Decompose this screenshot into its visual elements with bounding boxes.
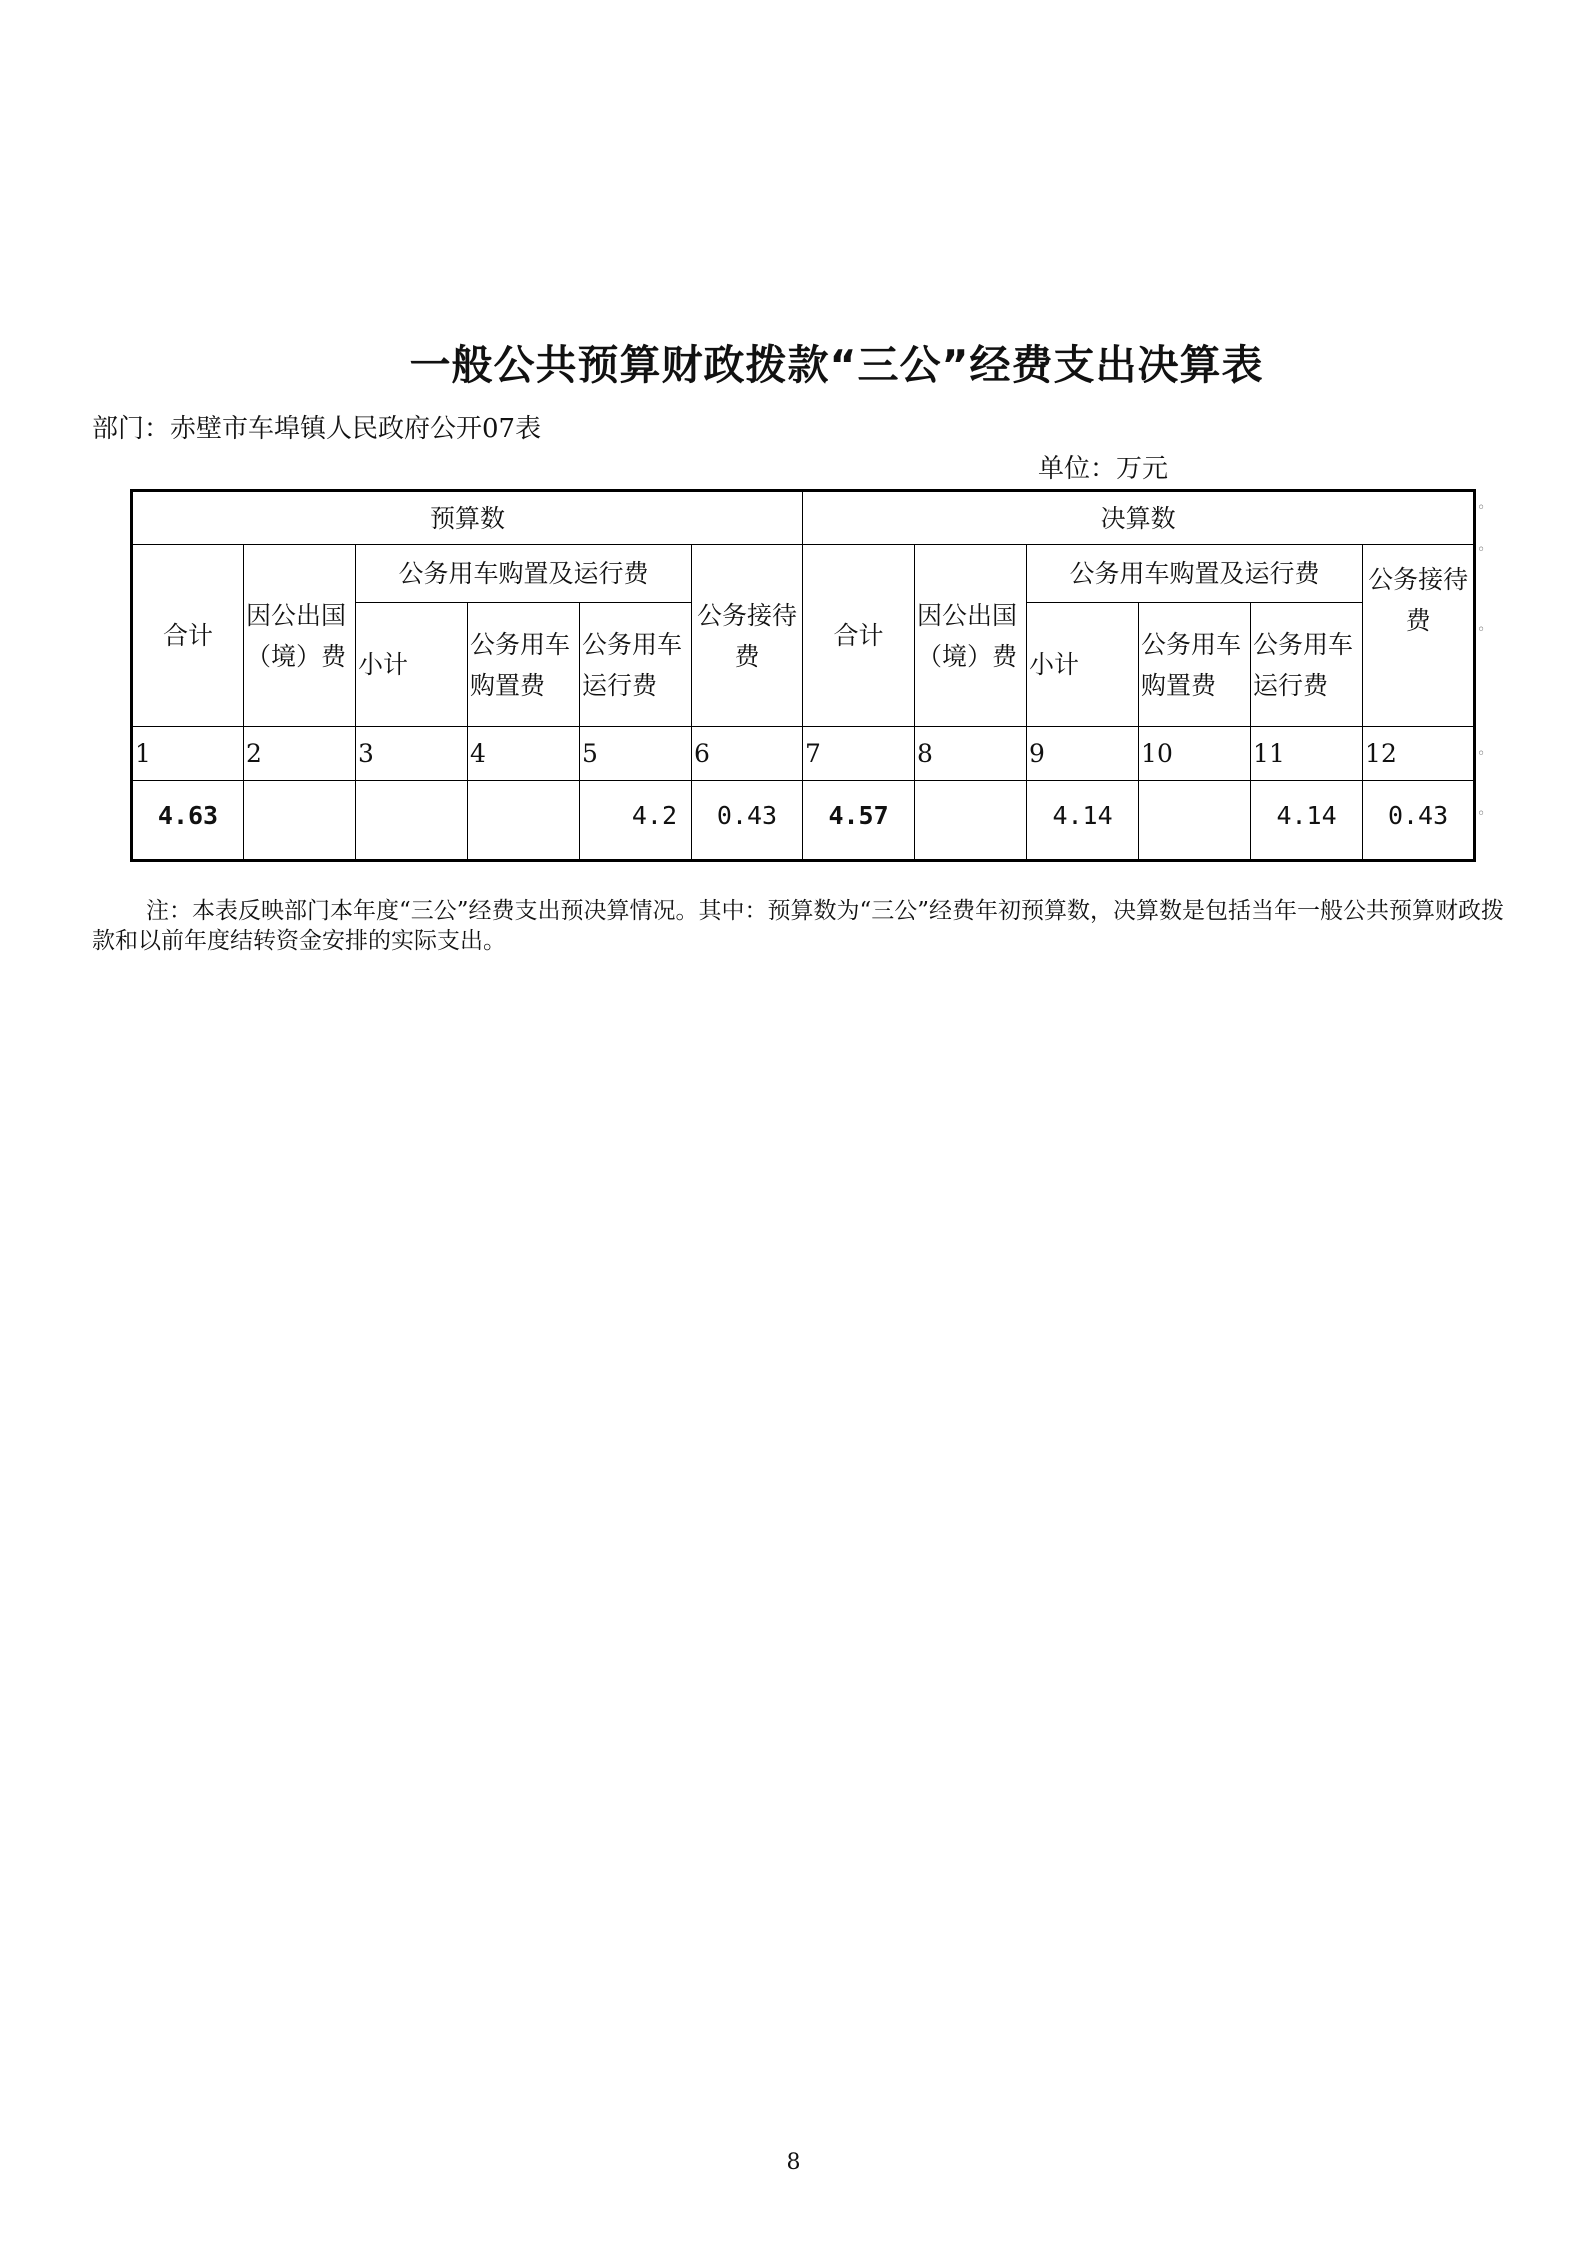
value-final-total: 4.57 [803, 781, 915, 861]
header-budget-operation: 公务用车运行费 [580, 603, 692, 727]
value-budget-operation: 4.2 [580, 781, 692, 861]
department-line: 部门：赤壁市车埠镇人民政府公开07表 [92, 414, 542, 444]
index-cell: 6 [692, 727, 803, 781]
header-final-subtotal: 小计 [1027, 603, 1139, 727]
index-cell: 7 [803, 727, 915, 781]
index-cell: 2 [244, 727, 356, 781]
value-final-abroad [915, 781, 1027, 861]
value-budget-purchase [468, 781, 580, 861]
header-budget-subtotal: 小计 [356, 603, 468, 727]
index-cell: 1 [132, 727, 244, 781]
index-cell: 3 [356, 727, 468, 781]
margin-mark: ◦ [1477, 542, 1486, 558]
header-budget-reception: 公务接待费 [692, 545, 803, 727]
header-final-operation: 公务用车运行费 [1251, 603, 1363, 727]
page-number: 8 [786, 2150, 801, 2175]
index-cell: 10 [1139, 727, 1251, 781]
index-cell: 8 [915, 727, 1027, 781]
margin-mark: ◦ [1477, 746, 1486, 762]
header-final-reception: 公务接待费 [1363, 545, 1475, 727]
value-final-subtotal: 4.14 [1027, 781, 1139, 861]
value-final-operation: 4.14 [1251, 781, 1363, 861]
unit-label: 单位：万元 [1038, 454, 1169, 484]
margin-mark: ◦ [1477, 622, 1486, 638]
margin-mark: ◦ [1477, 806, 1486, 822]
header-budget-vehicle-group: 公务用车购置及运行费 [356, 545, 692, 603]
three-public-expense-table [130, 489, 1476, 862]
table-footnote: 注：本表反映部门本年度“三公”经费支出预决算情况。其中：预算数为“三公”经费年初预算数，决算数是包括当年一般公共预算财政拨款和以前年度结转资金安排的实际支出。 [92, 898, 1505, 954]
header-budget-group: 预算数 [132, 491, 803, 545]
index-cell: 9 [1027, 727, 1139, 781]
header-final-group: 决算数 [803, 491, 1475, 545]
value-budget-total: 4.63 [132, 781, 244, 861]
margin-mark: ◦ [1477, 500, 1486, 516]
header-final-purchase: 公务用车购置费 [1139, 603, 1251, 727]
index-cell: 12 [1363, 727, 1475, 781]
header-budget-purchase: 公务用车购置费 [468, 603, 580, 727]
index-cell: 5 [580, 727, 692, 781]
value-final-reception: 0.43 [1363, 781, 1475, 861]
index-cell: 4 [468, 727, 580, 781]
header-final-abroad: 因公出国（境）费 [915, 545, 1027, 727]
header-final-vehicle-group: 公务用车购置及运行费 [1027, 545, 1363, 603]
header-final-total: 合计 [803, 545, 915, 727]
value-budget-subtotal [356, 781, 468, 861]
header-budget-abroad: 因公出国（境）费 [244, 545, 356, 727]
index-cell: 11 [1251, 727, 1363, 781]
header-budget-total: 合计 [132, 545, 244, 727]
value-budget-reception: 0.43 [692, 781, 803, 861]
value-final-purchase [1139, 781, 1251, 861]
page-title: 一般公共预算财政拨款“三公”经费支出决算表 [409, 341, 1264, 389]
value-budget-abroad [244, 781, 356, 861]
